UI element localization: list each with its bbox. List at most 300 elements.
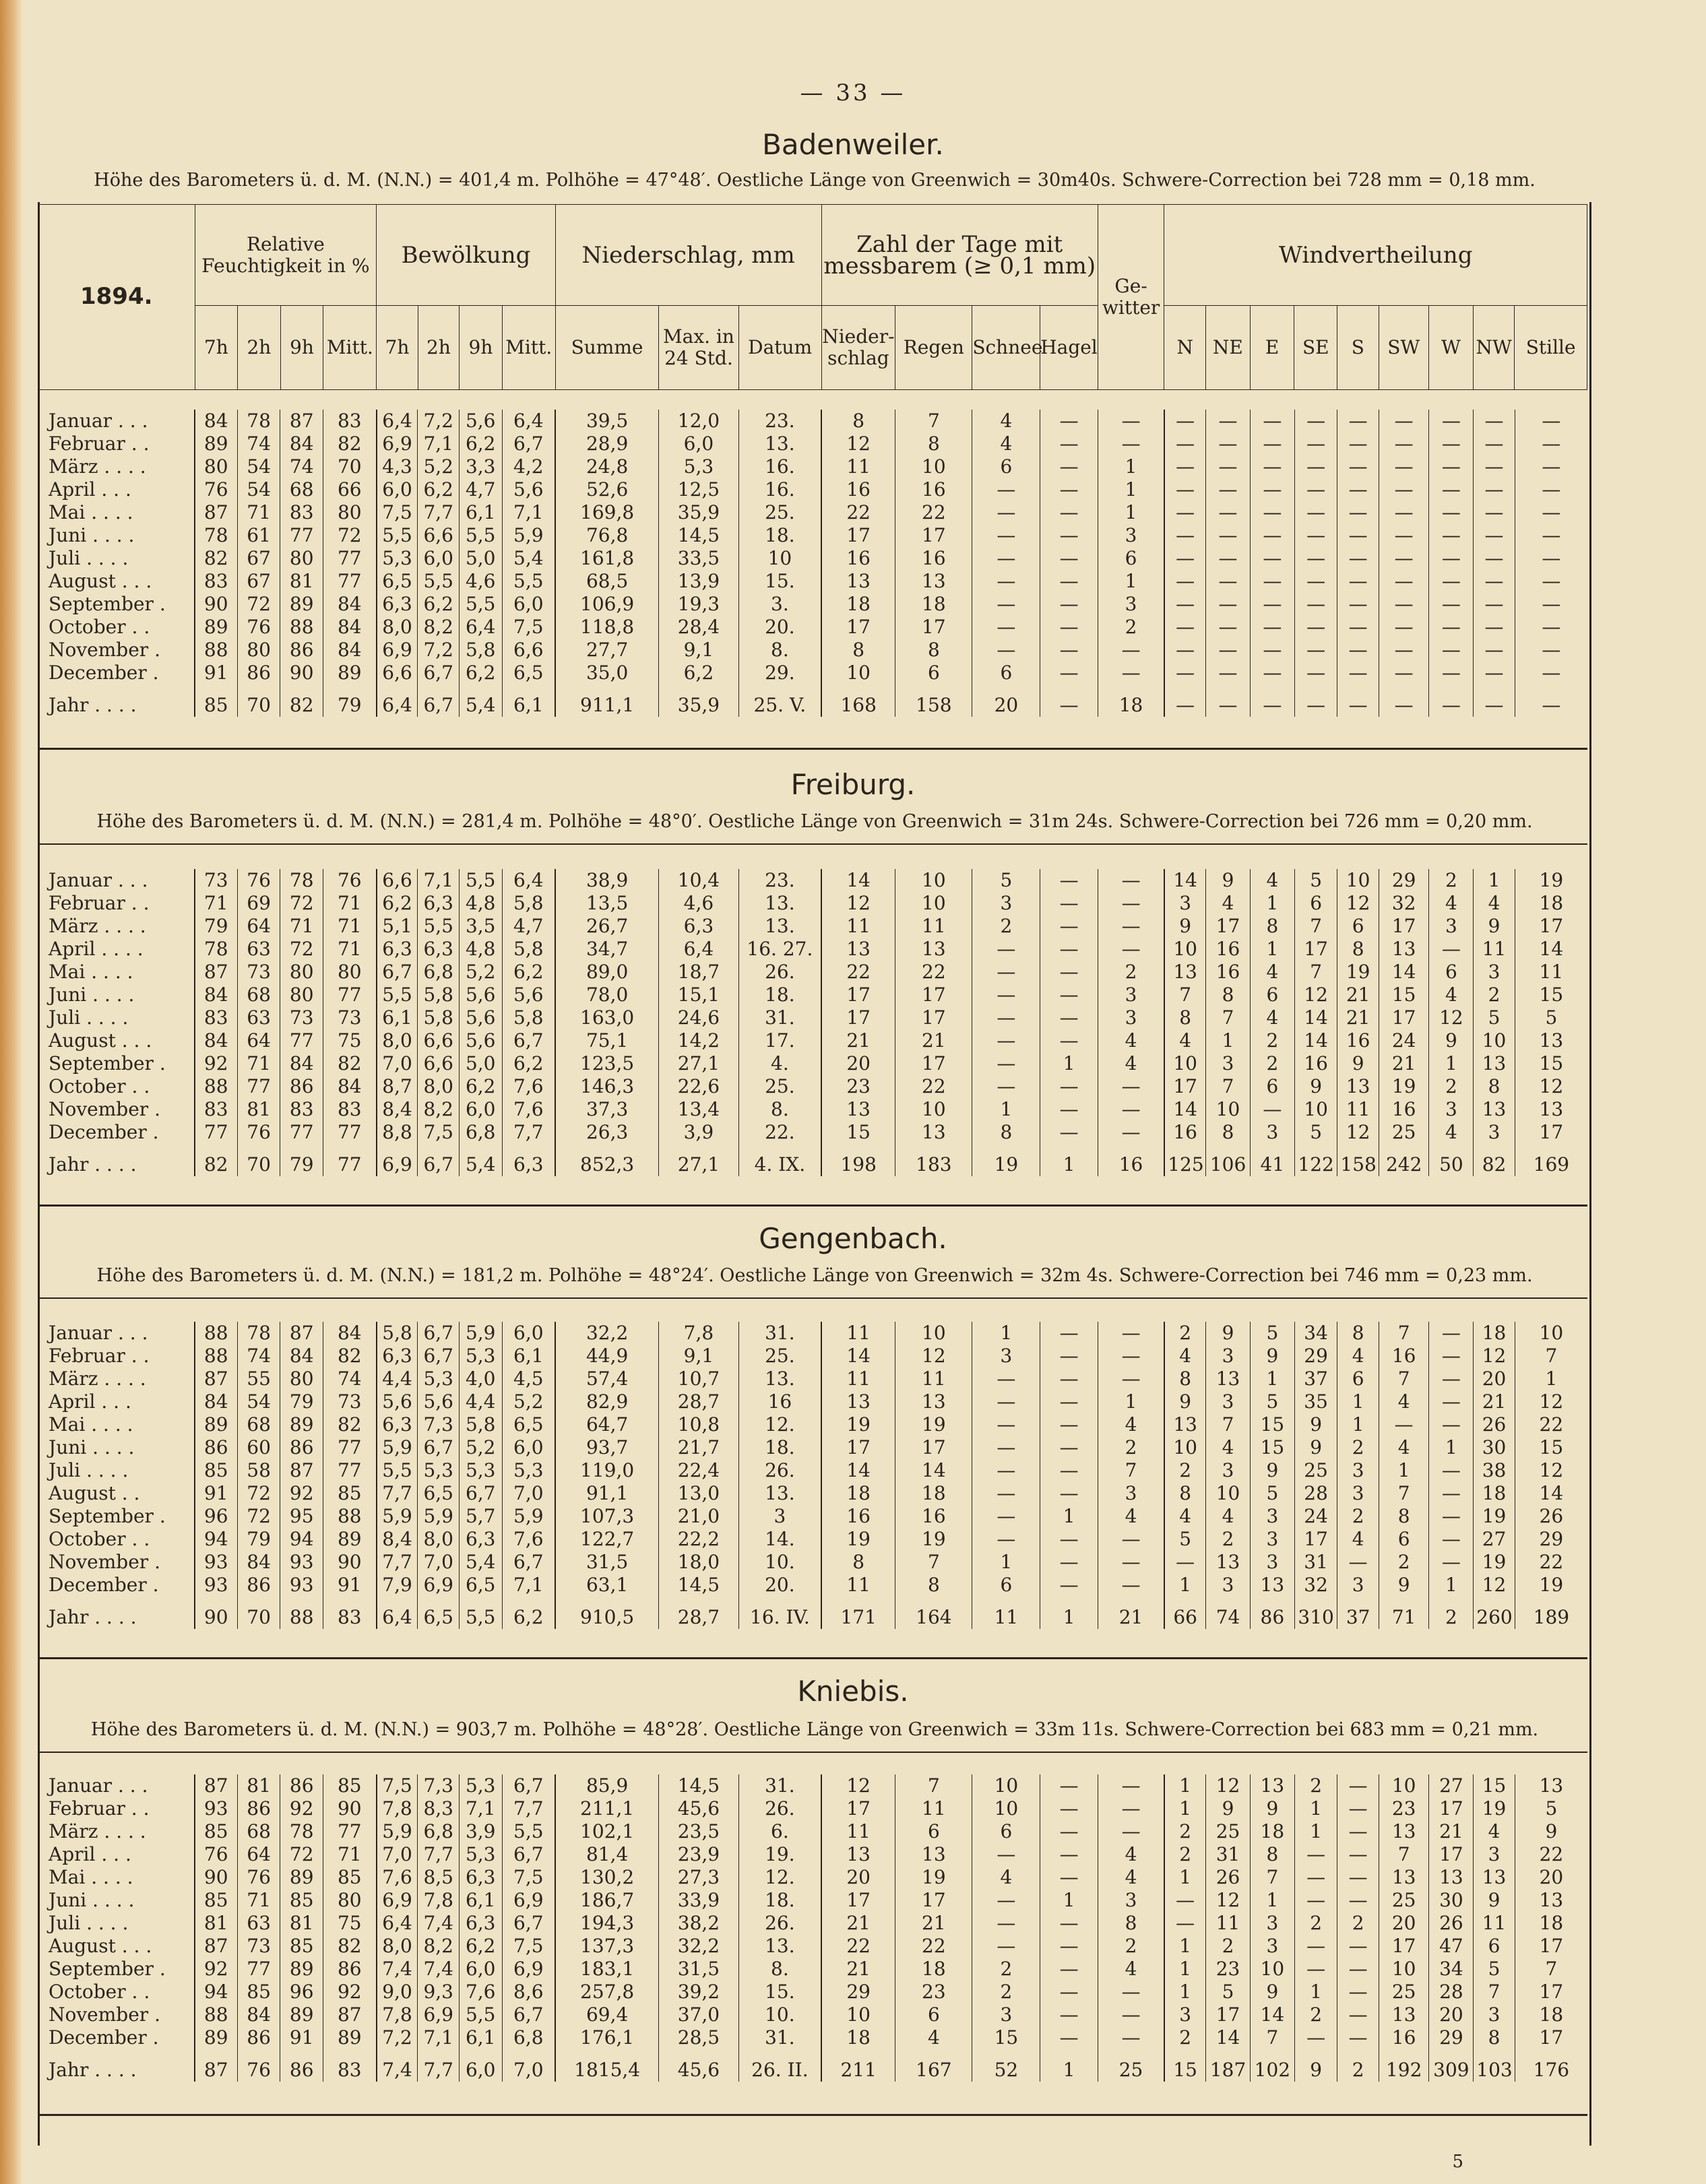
table-cell: 10,4 [659,869,739,892]
table-cell: 10 [738,547,821,570]
table-cell: — [972,1889,1040,1912]
table-cell: 21 [1474,1390,1515,1413]
table-cell: — [1040,662,1098,684]
table-cell: — [972,1843,1040,1866]
table-cell: — [1098,1774,1164,1797]
table-cell: 169 [1533,1153,1570,1176]
table-cell: 9 [1250,1797,1294,1820]
table-cell: 80 [280,961,323,984]
table-cell: 66 [1164,1597,1205,1629]
table-cell: 6,1 [377,1006,418,1029]
table-cell: 8 [1164,1368,1205,1390]
table-cell: 85 [280,1935,323,1958]
table-cell: 3,5 [459,915,502,938]
table-cell: — [1098,1797,1164,1820]
table-cell: — [1474,662,1515,684]
table-cell: 12 [1539,1459,1564,1481]
table-row [38,1981,1587,2003]
table-cell: 63 [237,1912,280,1935]
table-cell: 7 [1098,1459,1164,1482]
table-cell: 6,7 [502,1029,555,1052]
table-cell: 8 [1474,1075,1515,1098]
table-cell: — [1294,478,1337,501]
table-cell: 18 [821,2026,895,2049]
table-cell: 1 [1250,1368,1294,1390]
table-cell: 35,0 [555,662,659,684]
table-cell: 15 [1379,984,1429,1006]
table-cell: 7,5 [502,1935,555,1958]
table-cell: 5,6 [502,984,555,1006]
table-cell: 5,4 [459,1144,502,1176]
table-cell: 12 [1539,1075,1564,1097]
month-label: April . . . [38,1390,195,1413]
table-cell: 94 [195,1528,238,1551]
table-cell: 17 [821,616,895,639]
table-cell: 310 [1294,1597,1337,1629]
table-cell: — [1542,547,1561,569]
month-label: Mai . . . . [38,1866,195,1889]
table-cell: 18 [895,1482,972,1505]
table-cell: 91 [323,1574,377,1597]
table-cell: 23. [738,410,821,432]
table-cell: 84 [323,1075,377,1098]
table-cell: 10 [895,455,972,478]
table-row [38,1006,1587,1029]
table-cell: 71 [280,915,323,938]
table-cell: 89 [280,1958,323,1981]
table-cell: 22,6 [659,1075,739,1098]
month-label: Juli . . . . [38,1459,195,1482]
table-cell: 163,0 [555,1006,659,1029]
table-cell: 82 [280,684,323,717]
table-cell: 87 [195,1774,238,1797]
table-cell: — [1040,1098,1098,1121]
table-cell: 10 [972,1797,1040,1820]
table-cell: 14 [1294,1006,1337,1029]
table-cell: 5,3 [459,1459,502,1482]
table-cell: — [1098,1121,1164,1144]
table-cell: 38,2 [659,1912,739,1935]
table-cell: — [1040,1322,1098,1345]
table-cell: 94 [195,1981,238,2003]
table-cell: 6,5 [459,1574,502,1597]
table-cell: 6,4 [377,410,418,432]
table-cell: 90 [280,662,323,684]
table-cell: 23 [1206,1958,1251,1981]
table-cell: 9 [1294,1075,1337,1098]
table-cell: — [1294,1958,1337,1981]
table-cell: 260 [1474,1597,1515,1629]
table-cell: 15 [1164,2049,1205,2082]
table-cell: 16 [1164,1121,1205,1144]
table-cell: 5,3 [459,1774,502,1797]
table-cell: 11 [1337,1098,1379,1121]
table-cell: 64 [237,915,280,938]
station-title: Gengenbach. [759,1222,947,1255]
table-cell: 3 [1206,1052,1251,1075]
table-cell: — [1098,1098,1164,1121]
table-cell: 77 [280,1029,323,1052]
table-cell: 4 [895,2026,972,2049]
table-row [38,869,1587,892]
table-cell: 76 [237,616,280,639]
table-cell: — [1098,410,1164,432]
table-cell: 77 [323,570,377,593]
table-cell: 2 [1206,1528,1251,1551]
table-cell: 2 [1294,1912,1337,1935]
table-cell: 10 [895,1322,972,1345]
table-cell: 186,7 [555,1889,659,1912]
table-cell: 1 [1098,478,1164,501]
station-meta: Höhe des Barometers ü. d. M. (N.N.) = 281,4 m. Polhöhe = 48°0′. Oestliche Länge von Greenwich = 31m 24s. Schwere-Correction bei 726 mm = 0,20 mm. [96,811,1533,832]
table-cell: 8 [1250,915,1294,938]
table-cell: 83 [195,1006,238,1029]
table-cell: 3 [1250,1505,1294,1528]
table-cell: 93 [280,1574,323,1597]
table-cell: 7,4 [418,1912,459,1935]
table-cell: 17 [895,1052,972,1075]
table-cell: — [1294,432,1337,455]
year-total-row [38,1144,1587,1176]
table-cell: 13 [895,1390,972,1413]
table-cell: 75,1 [555,1029,659,1052]
table-cell: 9 [1337,1052,1379,1075]
col-wind-s: S [1337,306,1379,390]
col-h9: 9h [280,306,323,390]
table-cell: 8 [1250,1843,1294,1866]
table-cell: 5,3 [418,1459,459,1482]
table-cell: 5,6 [377,1390,418,1413]
table-cell: — [1098,869,1164,892]
table-cell: 13 [895,1121,972,1144]
table-cell: 4 [1250,869,1294,892]
month-label: Juni . . . . [38,984,195,1006]
table-cell: 257,8 [555,1981,659,2003]
table-cell: 5 [1250,1322,1294,1345]
table-cell: — [1098,1322,1164,1345]
table-cell: — [1098,432,1164,455]
table-row [38,938,1587,961]
month-label: Juli . . . . [38,1006,195,1029]
table-cell: 10 [895,1098,972,1121]
table-cell: — [1206,455,1251,478]
table-cell: 73 [195,869,238,892]
table-cell: 3 [1250,1935,1294,1958]
table-cell: 2 [1098,1436,1164,1459]
table-cell: 17. [738,1029,821,1052]
table-cell: 9 [1545,1820,1558,1842]
table-cell: 88 [280,1597,323,1629]
table-cell: — [1040,1843,1098,1866]
month-label: Februar . . [38,892,195,915]
table-cell: — [1206,593,1251,616]
table-row [38,410,1587,432]
table-cell: 72 [237,1505,280,1528]
table-cell: — [1040,1075,1098,1098]
table-cell: 1 [1294,1797,1337,1820]
table-cell: 16 [1206,961,1251,984]
table-cell: 16 [895,1505,972,1528]
table-cell: 7 [895,1774,972,1797]
table-cell: — [1379,684,1429,717]
table-cell: 80 [280,984,323,1006]
table-cell: 161,8 [555,547,659,570]
table-cell: 86 [237,662,280,684]
table-cell: 15,1 [659,984,739,1006]
table-cell: 75 [323,1029,377,1052]
table-cell: 88 [323,1505,377,1528]
table-cell: 92 [323,1981,377,2003]
table-cell: 5,8 [502,892,555,915]
table-cell: 6 [1429,961,1474,984]
table-cell: 71 [323,915,377,938]
table-cell: 194,3 [555,1912,659,1935]
table-cell: — [1040,1797,1098,1820]
table-cell: 31. [738,2026,821,2049]
table-cell: — [1379,410,1429,432]
table-cell: 5,8 [459,1413,502,1436]
table-cell: 1 [1294,1820,1337,1843]
table-cell: — [1294,593,1337,616]
table-cell: 5,5 [502,570,555,593]
table-cell: 6,4 [377,1597,418,1629]
table-cell: 17 [1429,1843,1474,1866]
table-cell: — [1250,639,1294,662]
table-cell: 3 [1098,1482,1164,1505]
table-cell: — [1040,524,1098,547]
table-cell: 20 [821,1052,895,1075]
table-cell: 1 [1250,1889,1294,1912]
table-cell: 38 [1474,1459,1515,1482]
table-cell: 9,3 [418,1981,459,2003]
table-cell: 88 [195,639,238,662]
table-row [38,961,1587,984]
table-cell: 6,8 [459,1121,502,1144]
table-cell: 13. [738,1368,821,1390]
table-cell: — [1379,478,1429,501]
table-cell: 20 [972,684,1040,717]
table-row [38,1551,1587,1574]
table-cell: 5 [1250,1390,1294,1413]
table-cell: — [1429,547,1474,570]
table-cell: 17 [1379,915,1429,938]
table-cell: 17 [821,984,895,1006]
table-cell: 3 [1474,961,1515,984]
table-cell: 14,5 [659,1574,739,1597]
table-cell: 7,4 [377,1958,418,1981]
table-cell: 34 [1294,1322,1337,1345]
table-cell: 8 [895,639,972,662]
table-cell: 4 [1164,1029,1205,1052]
table-cell: 71 [323,892,377,915]
table-cell: 91,1 [555,1482,659,1505]
table-cell: 77 [323,1459,377,1482]
table-cell: — [1429,938,1474,961]
table-cell: 83 [195,1098,238,1121]
col-wind-ne: NE [1205,306,1250,390]
table-cell: 87 [195,1368,238,1390]
table-cell: 4 [1098,1866,1164,1889]
table-cell: 7,3 [418,1413,459,1436]
table-row [38,1820,1587,1843]
table-cell: 32,2 [555,1322,659,1345]
table-cell: 80 [237,639,280,662]
table-cell: 6,5 [377,570,418,593]
table-cell: — [1337,1889,1379,1912]
table-cell: 4,8 [459,938,502,961]
table-cell: 4,5 [502,1368,555,1390]
table-row [38,524,1587,547]
table-cell: — [1098,915,1164,938]
table-cell: 13 [1379,1866,1429,1889]
table-cell: 19 [1539,1574,1564,1596]
table-cell: 27,3 [659,1866,739,1889]
table-cell: 35 [1294,1390,1337,1413]
year-total-row [38,684,1587,717]
table-cell: 17 [1429,1797,1474,1820]
table-cell: 76 [237,1866,280,1889]
table-cell: 21 [821,1912,895,1935]
table-cell: 84 [323,616,377,639]
table-cell: 17 [821,524,895,547]
table-cell: — [1250,593,1294,616]
table-cell: 13 [821,938,895,961]
table-cell: 8,8 [377,1121,418,1144]
table-cell: 9 [1206,1322,1251,1345]
table-cell: 31,5 [659,1958,739,1981]
table-cell: 90 [323,1797,377,1820]
table-row [38,593,1587,616]
table-cell: 8,2 [418,1935,459,1958]
table-cell: 6,7 [502,432,555,455]
table-cell: 10 [1294,1098,1337,1121]
table-cell: 13 [1164,961,1205,984]
table-cell: — [1337,410,1379,432]
table-cell: 7,1 [418,2026,459,2049]
table-cell: 6 [895,1820,972,1843]
table-cell: 7,6 [377,1866,418,1889]
table-cell: 8. [738,1958,821,1981]
table-cell: 17 [1294,938,1337,961]
table-cell: — [972,1413,1040,1436]
table-cell: 7,7 [502,1121,555,1144]
table-cell: 6,7 [377,961,418,984]
table-cell: — [1294,501,1337,524]
table-cell: 80 [323,1889,377,1912]
table-cell: — [1337,1958,1379,1981]
table-cell: 6,3 [377,593,418,616]
table-cell: 17 [1539,2026,1564,2049]
table-cell: 6,3 [377,938,418,961]
table-cell: 3 [738,1505,821,1528]
table-cell: 6 [895,2003,972,2026]
table-cell: — [1098,1528,1164,1551]
table-cell: — [1294,1866,1337,1889]
table-cell: 6,0 [502,1436,555,1459]
col-summe: Summe [555,306,659,390]
table-cell: 16 [821,547,895,570]
table-row [38,1098,1587,1121]
table-cell: 11 [1474,1912,1515,1935]
table-cell: 7 [1206,1075,1251,1098]
table-cell: 9,1 [659,1345,739,1368]
table-cell: 2 [972,915,1040,938]
table-cell: 6,4 [659,938,739,961]
table-cell: 8 [821,1551,895,1574]
table-cell: 2 [1294,1774,1337,1797]
table-cell: — [1250,432,1294,455]
table-cell: 19 [1474,1797,1515,1820]
table-cell: 6,6 [502,639,555,662]
table-cell: 8,4 [377,1528,418,1551]
table-cell: 5 [972,869,1040,892]
table-cell: 85 [280,1889,323,1912]
table-cell: 1 [1098,1390,1164,1413]
table-cell: — [1337,593,1379,616]
table-cell: 20 [1429,2003,1474,2026]
table-cell: 86 [280,1436,323,1459]
table-cell: 72 [237,593,280,616]
table-cell: 6,0 [459,2049,502,2082]
col-mitt: Mitt. [502,306,555,390]
table-cell: 5 [1206,1981,1251,2003]
table-cell: 7 [1250,2026,1294,2049]
table-cell: 16 [1379,1098,1429,1121]
table-cell: 5,3 [459,1843,502,1866]
table-cell: — [1379,501,1429,524]
table-cell: 6 [1474,1935,1515,1958]
table-cell: — [1542,478,1561,501]
table-cell: 10 [1206,1482,1251,1505]
table-cell: — [972,938,1040,961]
table-cell: — [1429,1482,1474,1505]
table-cell: 8,5 [418,1866,459,1889]
table-cell: 6,1 [502,1345,555,1368]
table-cell: 74 [1206,1597,1251,1629]
table-cell: 91 [195,1482,238,1505]
table-cell: — [1294,639,1337,662]
table-cell: — [1040,593,1098,616]
table-cell: — [1250,410,1294,432]
table-cell: 86 [195,1436,238,1459]
table-cell: — [1429,570,1474,593]
table-cell: 176 [1533,2059,1570,2081]
table-cell: — [1040,1368,1098,1390]
table-cell: 13 [1429,1866,1474,1889]
table-cell: — [1294,570,1337,593]
table-cell: — [1542,410,1561,432]
table-cell: — [1250,547,1294,570]
month-label: December . [38,662,195,684]
month-label: Juli . . . . [38,547,195,570]
table-cell: 7,0 [377,1843,418,1866]
table-cell: 5,9 [418,1505,459,1528]
table-cell: 6 [1250,1075,1294,1098]
table-cell: — [1164,639,1205,662]
table-cell: — [1250,662,1294,684]
month-label: November . [38,1098,195,1121]
table-cell: 4 [1098,1505,1164,1528]
table-cell: — [1040,1006,1098,1029]
table-cell: 82,9 [555,1390,659,1413]
table-cell: 8,4 [377,1098,418,1121]
table-cell: 6. [738,1820,821,1843]
table-row [38,1390,1587,1413]
table-cell: 76 [195,1843,238,1866]
table-cell: 6,5 [502,1413,555,1436]
table-cell: 23,5 [659,1820,739,1843]
table-cell: 8 [821,639,895,662]
